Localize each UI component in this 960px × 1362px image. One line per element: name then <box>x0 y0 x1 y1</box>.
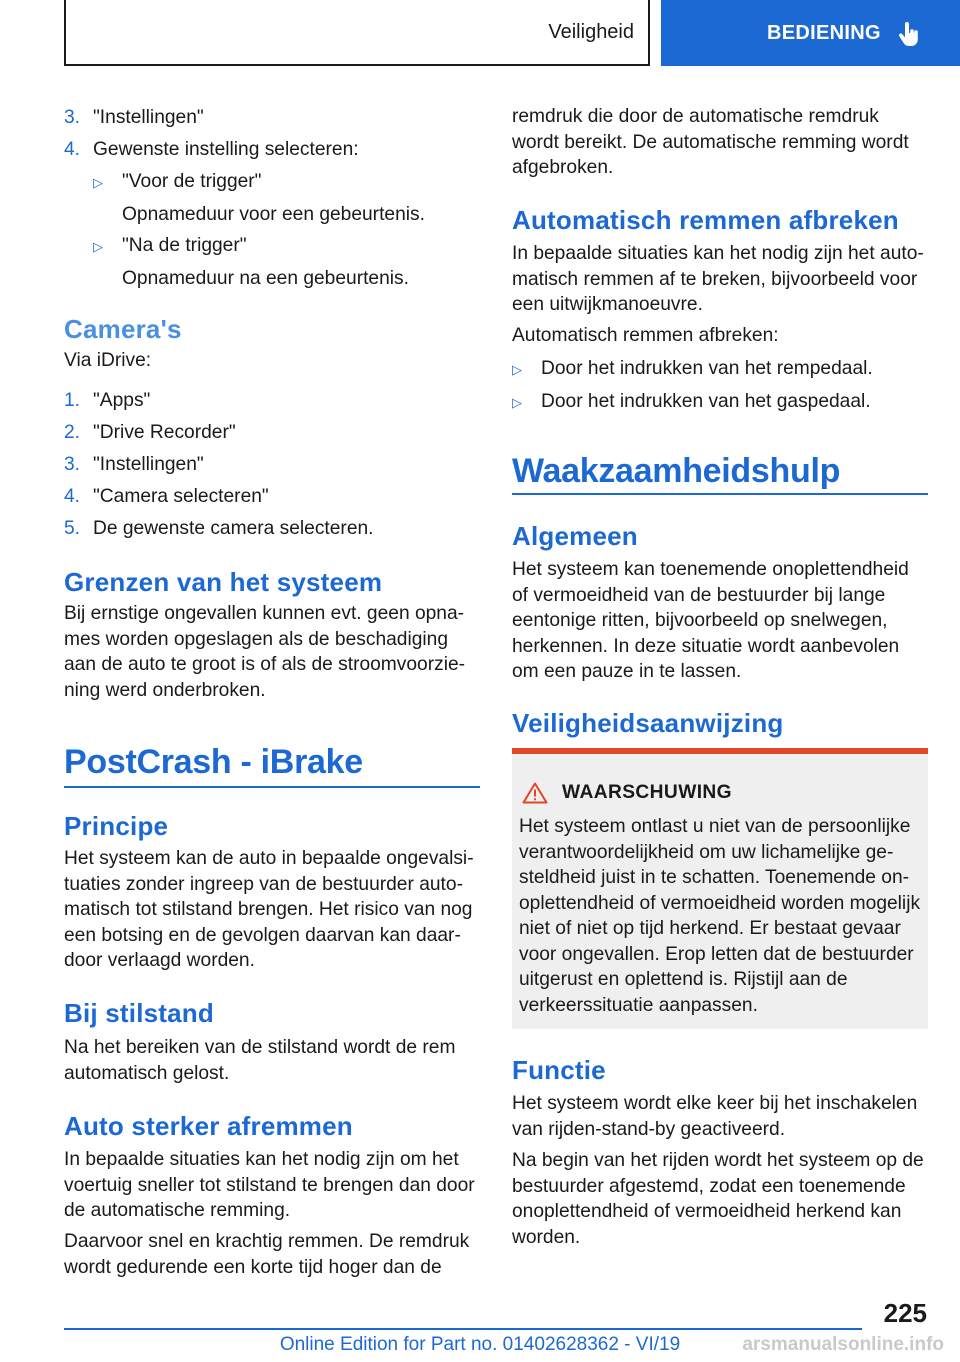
footer-edition: Online Edition for Part no. 01402628362 - VI/19 <box>279 1334 681 1355</box>
general-heading: Algemeen <box>512 521 638 551</box>
triangle-bullet-icon: ▷ <box>93 239 103 254</box>
cameras-intro: Via iDrive: <box>64 350 152 371</box>
header-section-label: Veiligheid <box>548 20 634 43</box>
list-item: 2. "Drive Recorder" <box>64 422 236 443</box>
standstill-text: Na het bereiken van de stilstand wordt de rem automatisch gelost. <box>64 1037 456 1084</box>
list-item: 3. "Instellingen" <box>64 454 204 475</box>
list-item: 1. "Apps" <box>64 390 151 411</box>
triangle-bullet-icon: ▷ <box>512 362 522 377</box>
list-item: ▷ "Voor de trigger" Opnameduur voor een gebeurtenis. <box>93 169 480 227</box>
header-chapter-label: BEDIENING <box>767 21 881 44</box>
warning-triangle-icon <box>522 782 548 804</box>
list-item: ▷ Door het indrukken van het gaspedaal. <box>512 389 928 416</box>
standstill-heading: Bij stilstand <box>64 998 214 1028</box>
limits-text: Bij ernstige ongevallen kunnen evt. geen opnames worden opgeslagen als de beschadiging aan de auto te groot is of als de stroomvoorziening werd onderbroken. <box>64 603 466 701</box>
safety-heading: Veiligheidsaanwijzing <box>512 708 784 738</box>
abort-text: In bepaalde situaties kan het nodig zijn het automatisch remmen af te breken, bijvoorbeeld voor een uitwijkmanoeuvre. <box>512 243 924 315</box>
header-section-tab <box>64 0 650 66</box>
list-item: ▷ Door het indrukken van het rempedaal. <box>512 356 928 383</box>
triangle-bullet-icon: ▷ <box>512 395 522 410</box>
list-item: ▷ "Na de trigger" Opnameduur na een gebeurtenis. <box>93 233 480 291</box>
section-divider <box>64 786 480 788</box>
limits-heading: Grenzen van het systeem <box>64 567 383 597</box>
general-text: Het systeem kan toenemende onoplettendheid of vermoeidheid van de bestuurder bij lange eentonige ritten, bijvoorbeeld op snelwegen, herkennen. In deze situatie wordt aanbevolen om een pauze in te lassen. <box>512 559 909 682</box>
stronger-braking-text: In bepaalde situaties kan het nodig zijn om het voertuig sneller tot stilstand te brengen dan door de automatische remming. <box>64 1149 475 1221</box>
list-item: 3. "Instellingen" <box>64 107 204 128</box>
function-heading: Functie <box>512 1055 606 1085</box>
warning-box <box>512 748 928 1029</box>
triangle-bullet-icon: ▷ <box>93 175 103 190</box>
list-item: 4. Gewenste instelling selecteren: <box>64 139 359 160</box>
warning-header <box>522 782 732 804</box>
attention-heading: Waakzaamheidshulp <box>512 452 841 490</box>
warning-title: WAARSCHUWING <box>562 782 733 803</box>
stronger-braking-text-2: Daarvoor snel en krachtig remmen. De remdruk wordt gedurende een korte tijd hoger dan de <box>64 1231 470 1278</box>
cameras-heading: Camera's <box>64 314 182 344</box>
page-number: 225 <box>883 1298 927 1328</box>
footer-watermark: arsmanualsonline.info <box>742 1334 944 1355</box>
stronger-braking-heading: Auto sterker afremmen <box>64 1111 353 1141</box>
principle-text: Het systeem kan de auto in bepaalde ongevalsituaties zonder ingreep van de bestuurder automatisch tot stilstand brengen. Het risico van nog een botsing en de gevolgen daarvan kan daardoor verlaagd worden. <box>64 848 474 971</box>
abort-heading: Automatisch remmen afbreken <box>512 205 899 235</box>
function-text-2: Na begin van het rijden wordt het systeem op de bestuurder afgestemd, zodat een toenemende onoplettendheid of vermoeidheid herkend kan worden. <box>512 1150 924 1248</box>
function-text: Het systeem wordt elke keer bij het inschakelen van rijden-stand-by geactiveerd. <box>512 1093 918 1140</box>
hand-pointer-icon <box>898 22 920 48</box>
list-item: 5. De gewenste camera selecteren. <box>64 518 374 539</box>
abort-intro: Automatisch remmen afbreken: <box>512 325 779 346</box>
footer-divider <box>64 1328 862 1330</box>
postcrash-heading: PostCrash - iBrake <box>64 743 363 781</box>
continued-text: remdruk die door de automatische remdruk wordt bereikt. De automatische remming wordt afgebroken. <box>512 106 909 178</box>
header-chapter-tab <box>661 0 960 66</box>
section-divider <box>512 493 928 495</box>
principle-heading: Principe <box>64 811 169 841</box>
list-item: 4. "Camera selecteren" <box>64 486 269 507</box>
warning-text: Het systeem ontlast u niet van de persoonlijke verantwoordelijkheid om uw lichamelijke gesteldheid juist in te schatten. Toenemende onoplettendheid of vermoeidheid worden mogelijk niet of niet op tijd herkend. Er bestaat gevaar voor ongevallen. Erop letten dat de bestuurder uitgerust en oplettend is. Rijstijl aan de verkeerssituatie aanpassen. <box>519 816 921 1016</box>
